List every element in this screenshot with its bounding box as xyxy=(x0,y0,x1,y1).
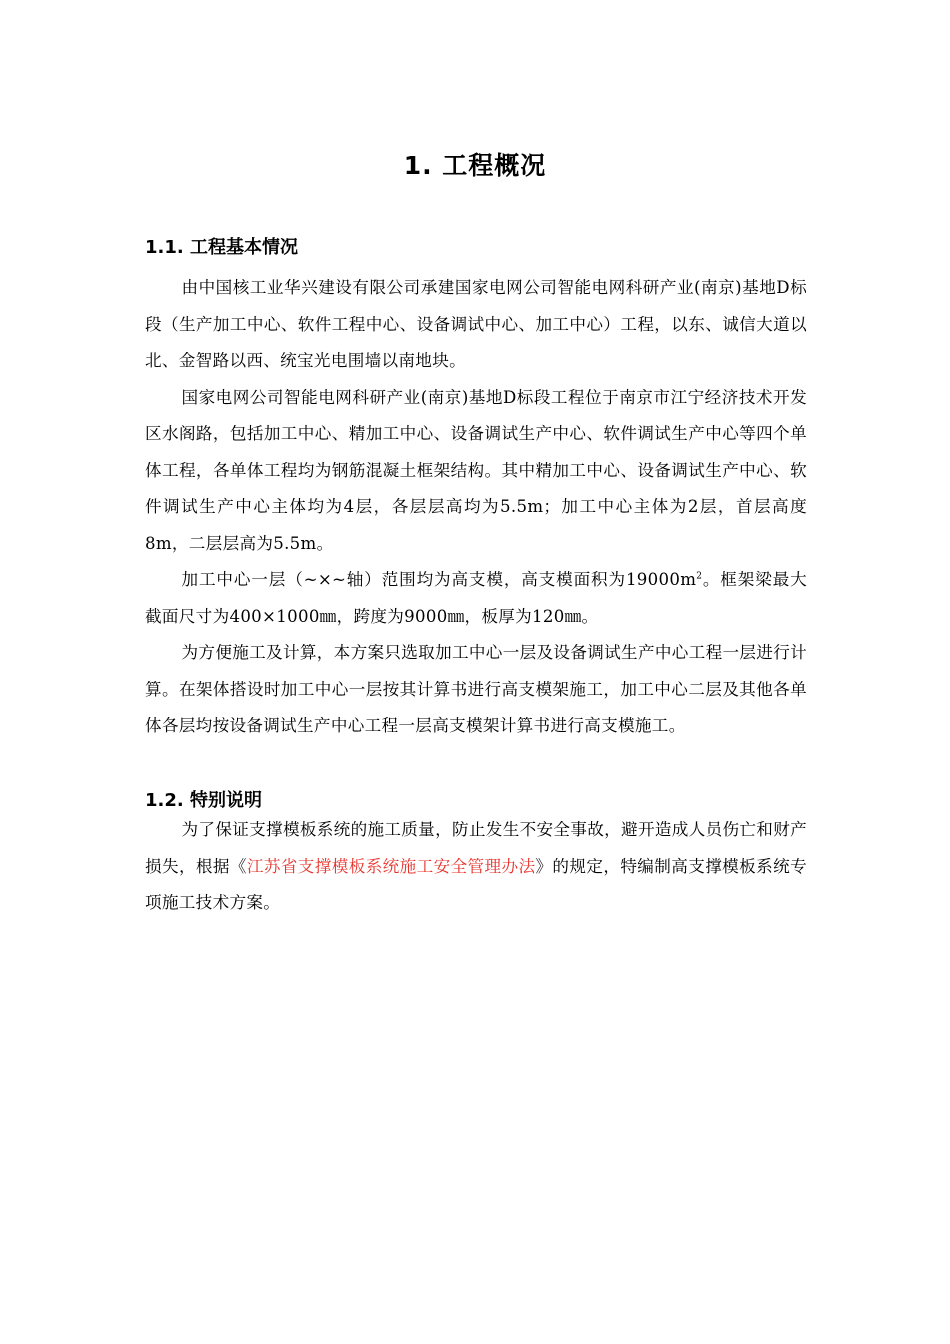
paragraph-high-formwork xyxy=(145,562,807,635)
paragraph-project-overview: 由中国核工业华兴建设有限公司承建国家电网公司智能电网科研产业(南京)基地D标段（生产加工中心、软件工程中心、设备调试中心、加工中心）工程，以东、诚信大道以北、金智路以西、统宝光电围墙以南地块。 xyxy=(145,278,807,370)
high-formwork-text: 加工中心一层（~×~轴）范围均为高支模，高支模面积为19000m xyxy=(181,570,697,589)
section-1-2-body xyxy=(145,812,807,922)
special-note-text-cont: 》的规定，特编制高支撑模板系统专项施工技术方案。 xyxy=(145,856,807,912)
paragraph-special-note xyxy=(145,812,807,922)
area-superscript: 2 xyxy=(696,571,703,582)
regulation-link[interactable]: 江苏省支撑模板系统施工安全管理办法 xyxy=(246,856,536,876)
section-heading-1-2: 1.2. 特别说明 xyxy=(145,790,262,811)
high-formwork-text-cont: 。框架梁最大截面尺寸为400×1000㎜，跨度为9000㎜，板厚为120㎜。 xyxy=(145,570,807,626)
chapter-title: 1. 工程概况 xyxy=(403,151,547,180)
paragraph-project-location: 国家电网公司智能电网科研产业(南京)基地D标段工程位于南京市江宁经济技术开发区水阁路，包括加工中心、精加工中心、设备调试生产中心、软件调试生产中心等四个单体工程，各单体工程均为钢筋混凝土框架结构。其中精加工中心、设备调试生产中心、软件调试生产中心主体均为4层，各层层高均为5.5m；加工中心主体为2层，首层高度8m，二层层高为5.5m。 xyxy=(145,387,807,553)
section-heading-1-1: 1.1. 工程基本情况 xyxy=(145,237,298,258)
special-note-text: 为了保证支撑模板系统的施工质量，防止发生不安全事故，避开造成人员伤亡和财产损失，根据《 xyxy=(145,820,807,876)
paragraph-calculation-scope: 为方便施工及计算，本方案只选取加工中心一层及设备调试生产中心工程一层进行计算。在架体搭设时加工中心一层按其计算书进行高支模架施工，加工中心二层及其他各单体各层均按设备调试生产中心工程一层高支模架计算书进行高支模施工。 xyxy=(145,643,807,735)
section-1-1-body xyxy=(145,270,807,745)
